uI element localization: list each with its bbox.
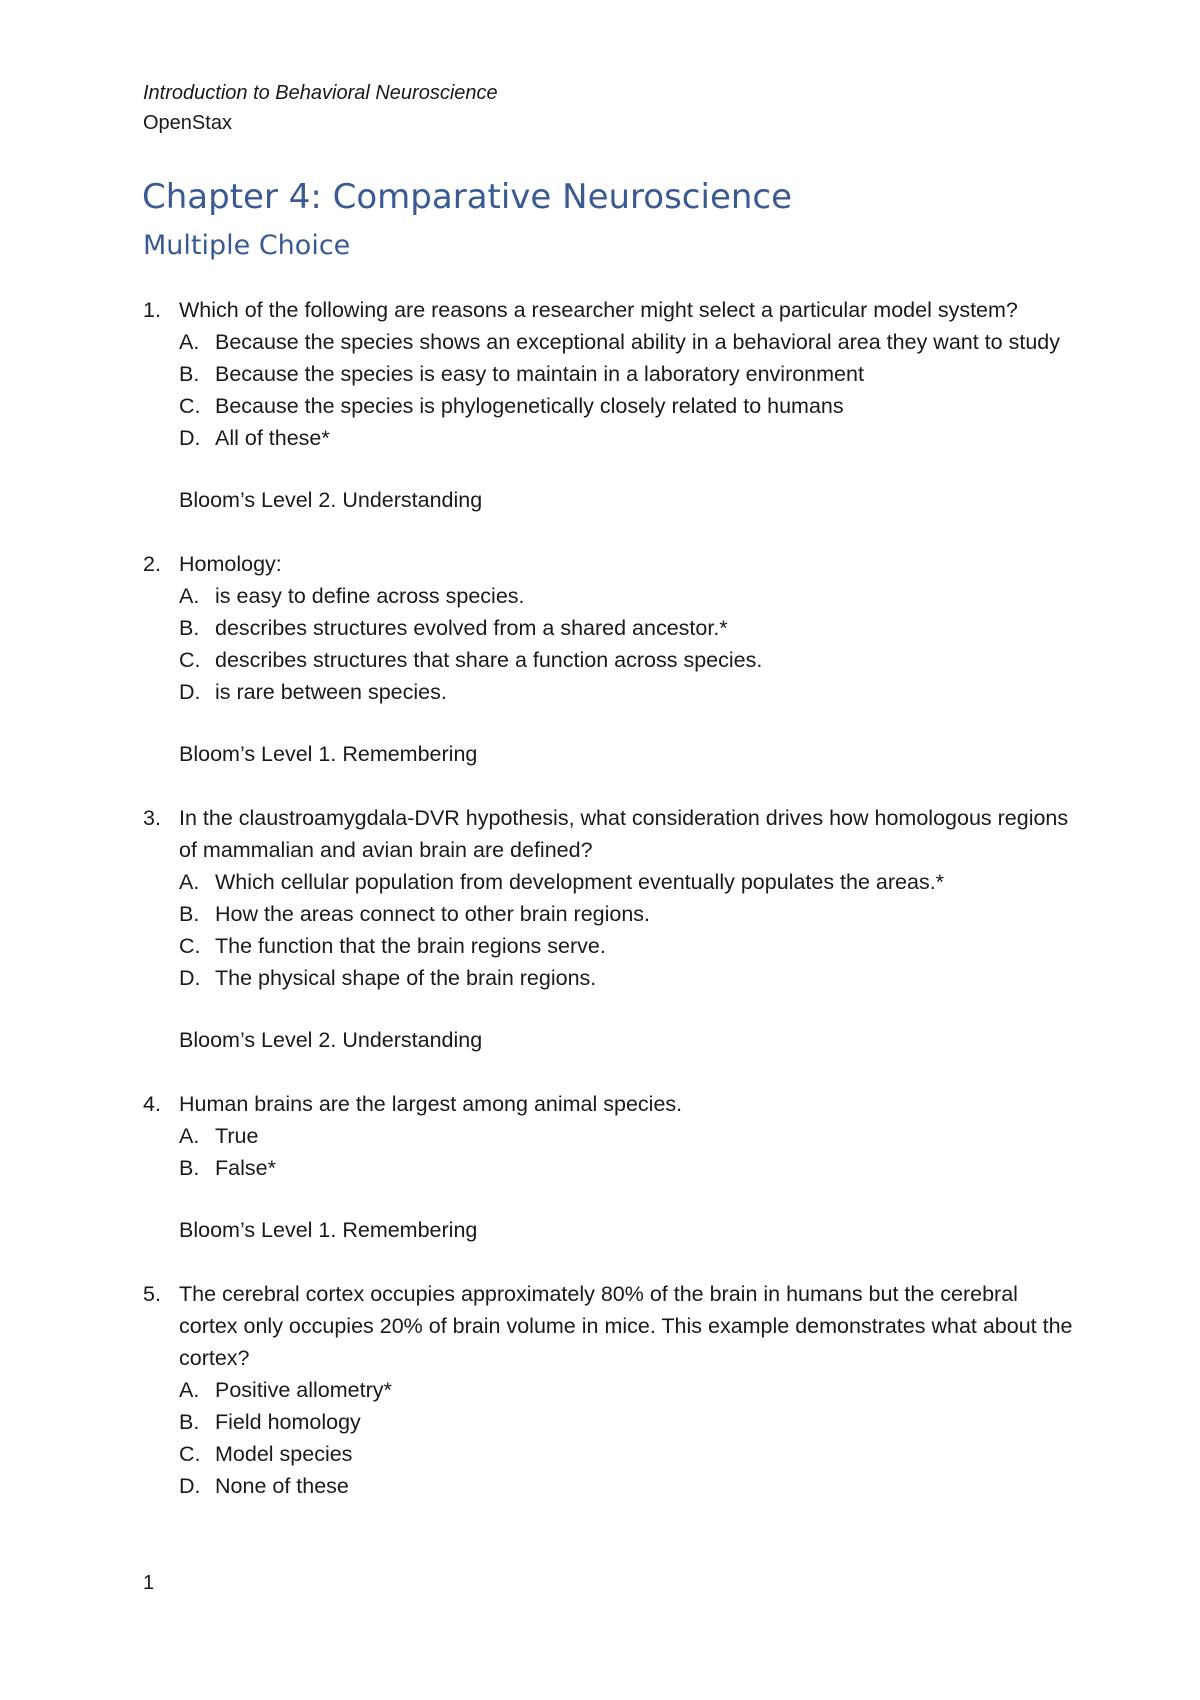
option-c: [179, 1438, 1073, 1470]
option-letter: A.: [179, 870, 200, 894]
option-text: The function that the brain regions serve.: [215, 934, 606, 958]
option-letter: B.: [179, 362, 200, 386]
option-b: [179, 358, 1073, 390]
question-3: [143, 802, 1073, 1056]
option-text: Positive allometry*: [215, 1378, 392, 1402]
option-b: [179, 898, 1073, 930]
question-text: Homology:: [179, 552, 282, 576]
option-letter: B.: [179, 902, 200, 926]
question-text: The cerebral cortex occupies approximately 80% of the brain in humans but the cerebral cortex only occupies 20% of brain volume in mice. This example demonstrates what about the cortex?: [179, 1282, 1073, 1370]
bloom-level: Bloom’s Level 1. Remembering: [179, 1218, 478, 1242]
option-text: How the areas connect to other brain regions.: [215, 902, 651, 926]
option-b: [179, 1152, 1073, 1184]
option-d: [179, 676, 1073, 708]
document-header: [143, 78, 498, 138]
option-a: [179, 580, 1073, 612]
option-text: None of these: [215, 1474, 349, 1498]
option-letter: B.: [179, 1156, 200, 1180]
option-letter: B.: [179, 1410, 200, 1434]
question-text: In the claustroamygdala-DVR hypothesis, what consideration drives how homologous regions of mammalian and avian brain are defined?: [179, 806, 1069, 862]
option-a: [179, 326, 1073, 358]
option-letter: A.: [179, 330, 200, 354]
option-letter: D.: [179, 680, 201, 704]
option-a: [179, 866, 1073, 898]
option-letter: C.: [179, 934, 201, 958]
option-text: describes structures evolved from a shared ancestor.*: [215, 616, 728, 640]
question-number: 1.: [143, 298, 161, 322]
option-d: [179, 962, 1073, 994]
option-d: [179, 1470, 1073, 1502]
option-c: [179, 390, 1073, 422]
option-b: [179, 1406, 1073, 1438]
page-number: 1: [143, 1572, 155, 1594]
option-a: [179, 1374, 1073, 1406]
bloom-level: Bloom’s Level 2. Understanding: [179, 1028, 483, 1052]
option-text: False*: [215, 1156, 276, 1180]
option-letter: B.: [179, 616, 200, 640]
question-text: Which of the following are reasons a researcher might select a particular model system?: [179, 298, 1018, 322]
option-text: Because the species is easy to maintain in a laboratory environment: [215, 362, 864, 386]
publisher: OpenStax: [143, 112, 232, 134]
bloom-level: Bloom’s Level 2. Understanding: [179, 488, 483, 512]
option-text: True: [215, 1124, 259, 1148]
option-text: The physical shape of the brain regions.: [215, 966, 597, 990]
option-letter: A.: [179, 1124, 200, 1148]
option-text: Because the species shows an exceptional ability in a behavioral area they want to study: [215, 330, 1060, 354]
question-4: [143, 1088, 1073, 1246]
option-text: describes structures that share a function across species.: [215, 648, 763, 672]
option-letter: D.: [179, 966, 201, 990]
option-letter: A.: [179, 1378, 200, 1402]
bloom-level: Bloom’s Level 1. Remembering: [179, 742, 478, 766]
question-text: Human brains are the largest among animal species.: [179, 1092, 683, 1116]
question-number: 2.: [143, 552, 161, 576]
option-text: Which cellular population from development eventually populates the areas.*: [215, 870, 945, 894]
option-letter: A.: [179, 584, 200, 608]
option-text: is easy to define across species.: [215, 584, 525, 608]
option-d: [179, 422, 1073, 454]
section-title: Multiple Choice: [143, 230, 351, 261]
option-text: Field homology: [215, 1410, 361, 1434]
option-text: Model species: [215, 1442, 353, 1466]
option-letter: D.: [179, 1474, 201, 1498]
book-title: Introduction to Behavioral Neuroscience: [143, 82, 498, 104]
option-a: [179, 1120, 1073, 1152]
question-number: 5.: [143, 1282, 161, 1306]
option-text: Because the species is phylogenetically closely related to humans: [215, 394, 844, 418]
option-text: is rare between species.: [215, 680, 447, 704]
option-c: [179, 930, 1073, 962]
question-5: [143, 1278, 1073, 1502]
question-number: 3.: [143, 806, 161, 830]
question-1: [143, 294, 1073, 516]
option-b: [179, 612, 1073, 644]
option-c: [179, 644, 1073, 676]
option-letter: C.: [179, 394, 201, 418]
option-letter: C.: [179, 1442, 201, 1466]
question-number: 4.: [143, 1092, 161, 1116]
question-2: [143, 548, 1073, 770]
option-letter: C.: [179, 648, 201, 672]
option-letter: D.: [179, 426, 201, 450]
option-text: All of these*: [215, 426, 330, 450]
chapter-title: Chapter 4: Comparative Neuroscience: [142, 177, 793, 217]
